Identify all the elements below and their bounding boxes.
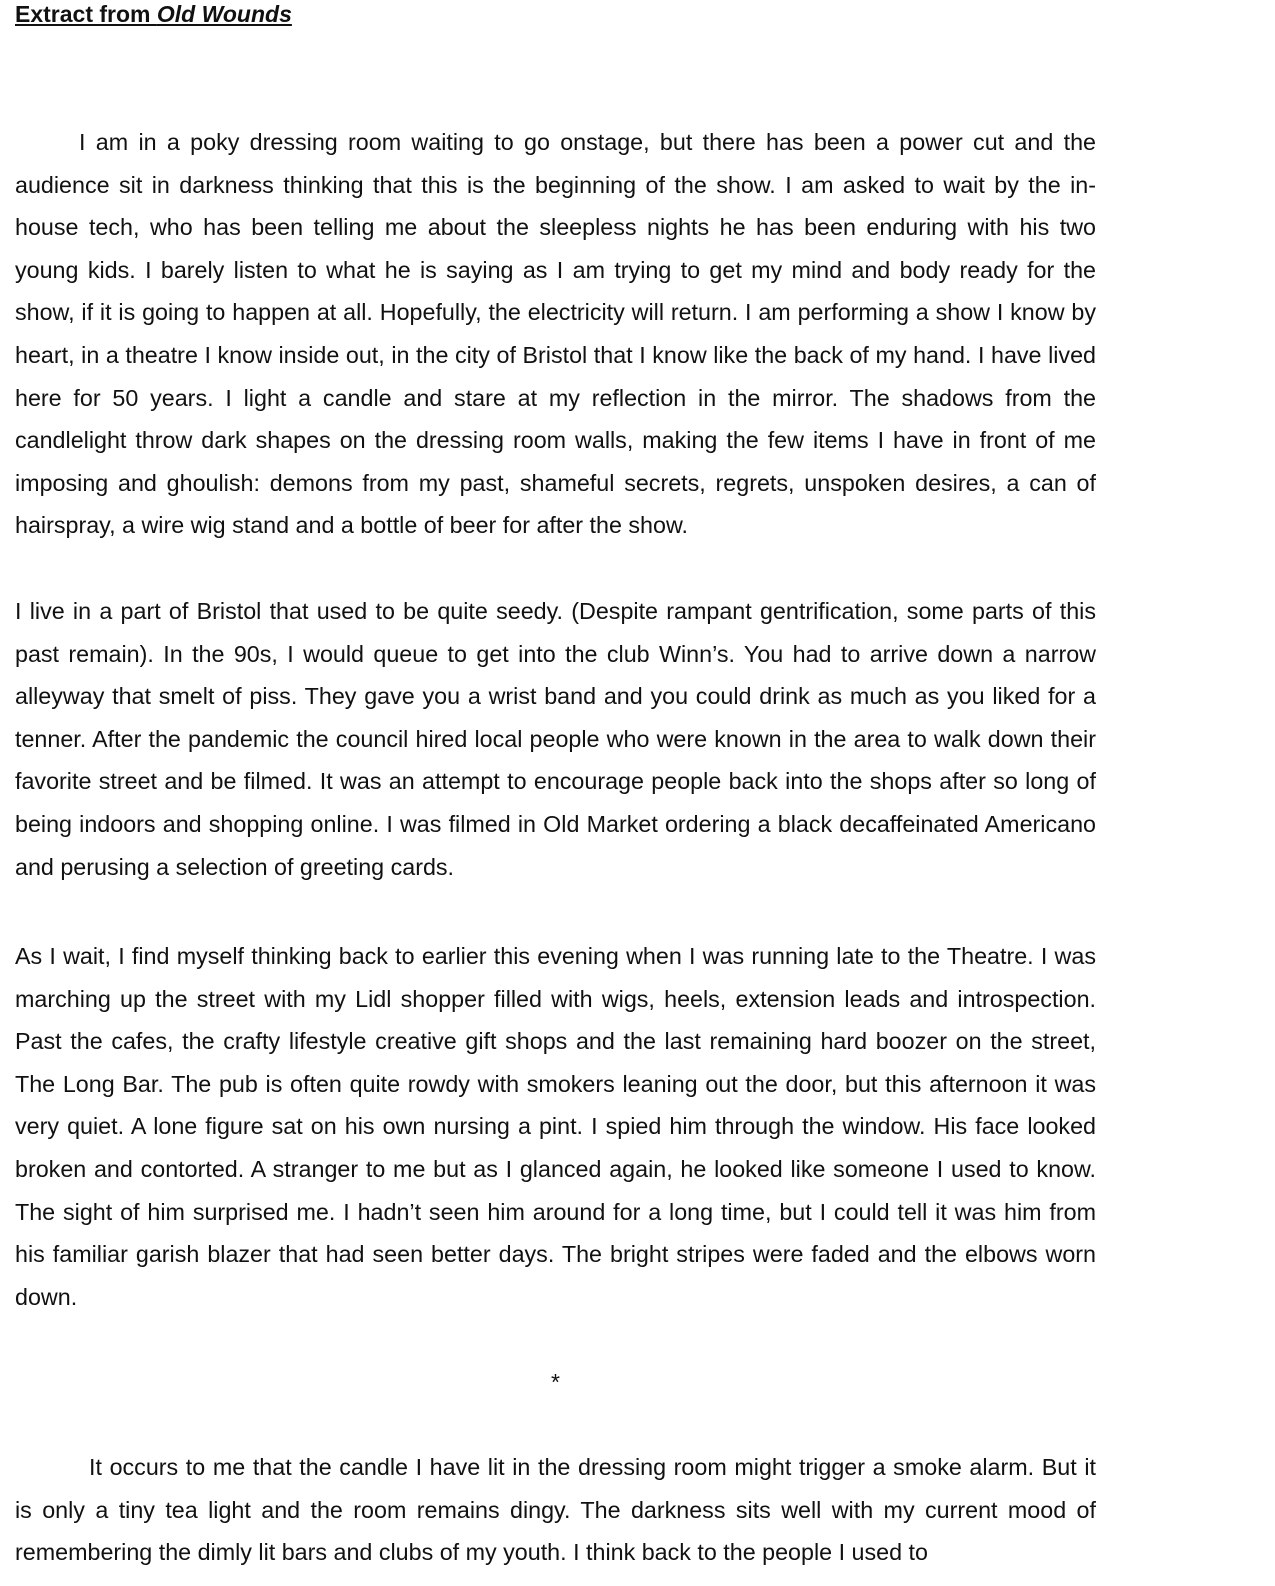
paragraph-dressing-room: I am in a poky dressing room waiting to go onstage, but there has been a power cut and the audience sit in darkness thinking that this is the beginning of the show. I am asked to wait by the in-house tech, who has been telling me about the sleepless nights he has been enduring with his two young kids. I barely listen to what he is saying as I am trying to get my mind and body ready for the show, if it is going to happen at all. Hopefully, the electricity will return. I am performing a show I know by heart, in a theatre I know inside out, in the city of Bristol that I know like the back of my hand. I have lived here for 50 years. I light a candle and stare at my reflection in the mirror. The shadows from the candlelight throw dark shapes on the dressing room walls, making the few items I have in front of me imposing and ghoulish: demons from my past, shameful secrets, regrets, unspoken desires, a can of hairspray, a wire wig stand and a bottle of beer for after the show.	[15, 129, 1096, 539]
heading-title: Old Wounds	[156, 1, 292, 27]
paragraph-waiting: As I wait, I find myself thinking back to earlier this evening when I was running late to the Theatre. I was marching up the street with my Lidl shopper filled with wigs, heels, extension leads and introspection. Past the cafes, the crafty lifestyle creative gift shops and the last remaining hard boozer on the street, The Long Bar. The pub is often quite rowdy with smokers leaning out the door, but this afternoon it was very quiet. A lone figure sat on his own nursing a pint. I spied him through the window. His face looked broken and contorted. A stranger to me but as I glanced again, he looked like someone I used to know. The sight of him surprised me. I hadn’t seen him around for a long time, but I could tell it was him from his familiar garish blazer that had seen better days. The bright stripes were faded and the elbows worn down.	[15, 943, 1096, 1310]
paragraph-bristol: I live in a part of Bristol that used to be quite seedy. (Despite rampant gentrification, some parts of this past remain). In the 90s, I would queue to get into the club Winn’s. You had to arrive down a narrow alleyway that smelt of piss. They gave you a wrist band and you could drink as much as you liked for a tenner. After the pandemic the council hired local people who were known in the area to walk down their favorite street and be filmed. It was an attempt to encourage people back into the shops after so long of being indoors and shopping online. I was filmed in Old Market ordering a black decaffeinated Americano and perusing a selection of greeting cards.	[15, 598, 1096, 880]
document-heading	[15, 0, 292, 28]
heading-prefix: Extract from	[15, 1, 157, 27]
section-break: *	[551, 1369, 560, 1395]
paragraph-candle: It occurs to me that the candle I have lit in the dressing room might trigger a smoke alarm. But it is only a tiny tea light and the room remains dingy. The darkness sits well with my current mood of remembering the dimly lit bars and clubs of my youth. I think back to the people I used to	[15, 1454, 1096, 1566]
